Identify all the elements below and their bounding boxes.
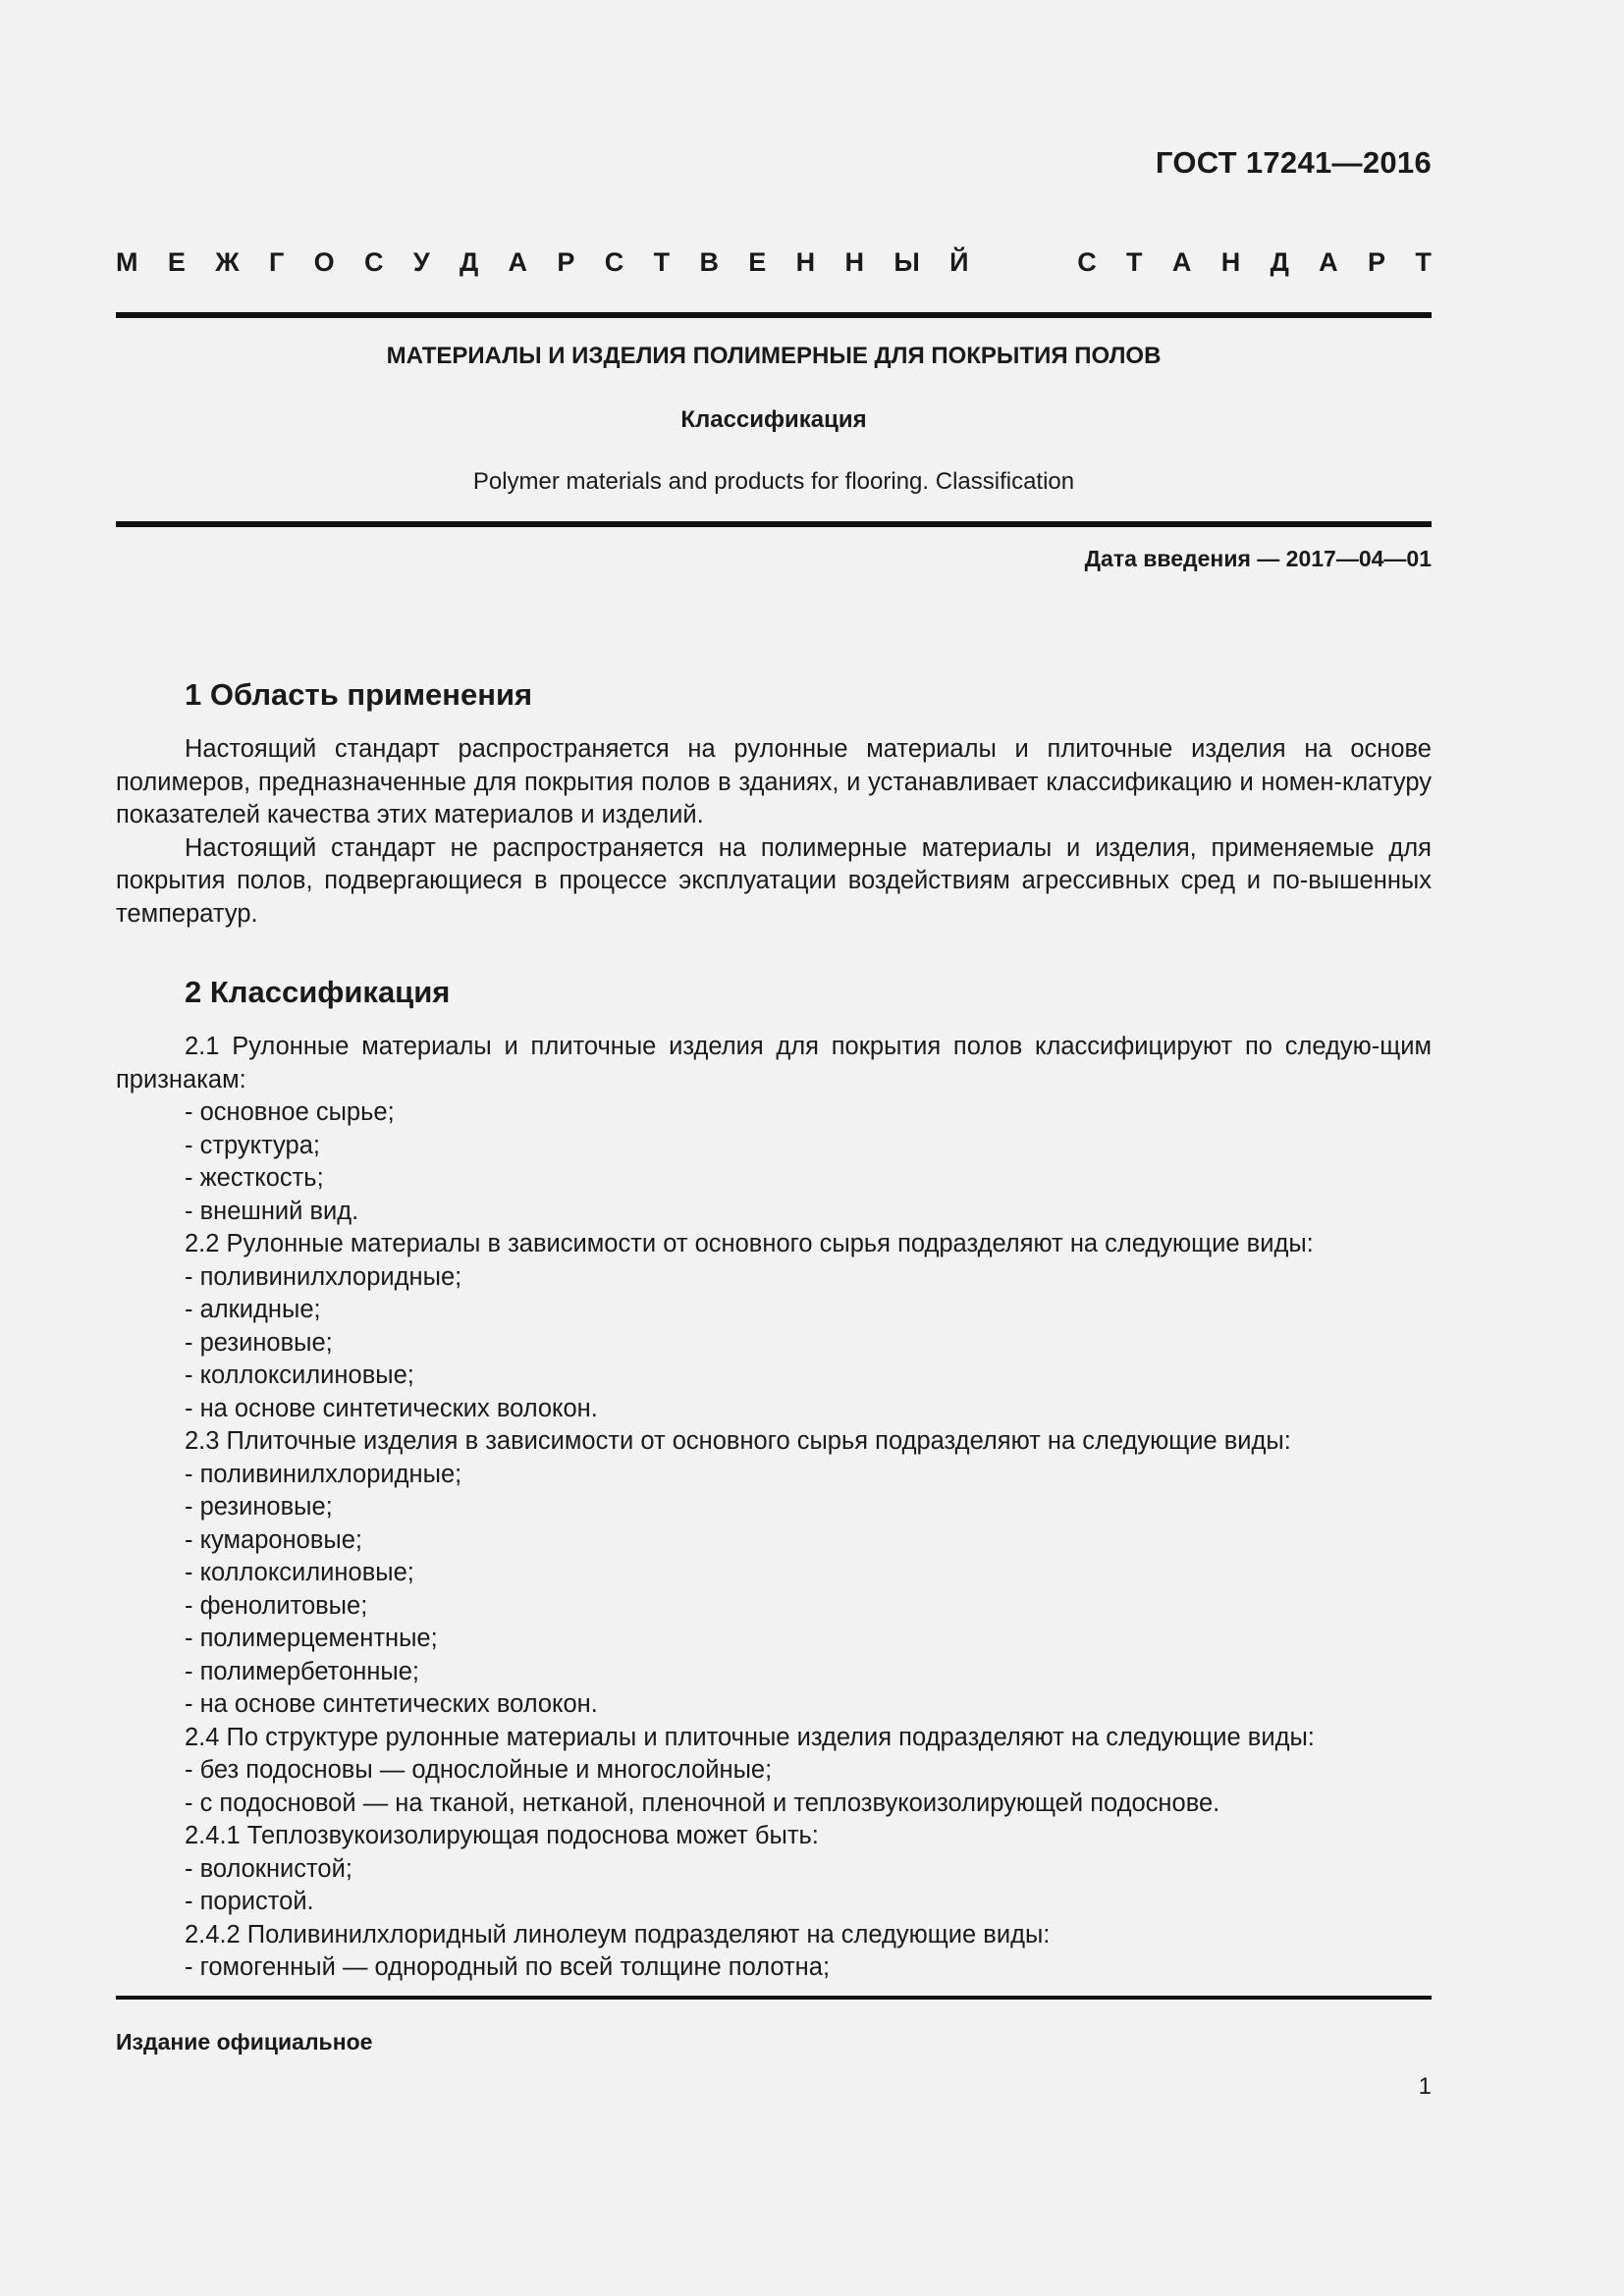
doc-type-letter: Е [748, 247, 767, 277]
document-type [116, 247, 1432, 278]
doc-type-letter: Е [167, 247, 186, 277]
official-edition-label: Издание официальное [116, 2029, 373, 2055]
list-item: - внешний вид. [185, 1197, 359, 1225]
doc-type-letter: Ы [893, 247, 920, 277]
document-title: МАТЕРИАЛЫ И ИЗДЕЛИЯ ПОЛИМЕРНЫЕ ДЛЯ ПОКРЫТИЯ ПОЛОВ [386, 343, 1162, 369]
section-scope [116, 675, 1432, 931]
doc-type-letter: Ж [215, 247, 240, 277]
doc-type-letter: В [699, 247, 719, 277]
list-item: - коллоксилиновые; [185, 1559, 414, 1586]
list-item: - основное сырье; [185, 1098, 395, 1126]
doc-type-letter: А [1171, 247, 1192, 277]
section-heading: 2 Классификация [185, 975, 451, 1009]
list-item: - гомогенный — однородный по всей толщине полотна; [185, 1953, 831, 1981]
footer-divider [116, 1996, 1432, 2000]
list-item: - кумароновые; [185, 1525, 362, 1554]
document-page [116, 0, 1432, 2296]
document-number: ГОСТ 17241—2016 [1155, 145, 1432, 180]
doc-type-letter: У [412, 247, 430, 277]
list-item: - волокнистой; [185, 1854, 352, 1883]
list-item: - резиновые; [185, 1493, 333, 1521]
doc-type-letter: А [508, 247, 528, 277]
section-classification [116, 973, 1432, 1985]
clause: 2.3 Плиточные изделия в зависимости от основного сырья подразделяют на следующие виды: [185, 1427, 1291, 1455]
clause: 2.4 По структуре рулонные материалы и плиточные изделия подразделяют на следующие виды: [185, 1723, 1315, 1751]
list-item: - резиновые; [185, 1328, 333, 1357]
list-item: - на основе синтетических волокон. [185, 1690, 598, 1718]
clause: 2.2 Рулонные материалы в зависимости от основного сырья подразделяют на следующие виды: [185, 1230, 1314, 1257]
title-divider [116, 521, 1432, 527]
list-item: - пористой. [185, 1888, 314, 1915]
list-item: - полимербетонные; [185, 1657, 420, 1685]
list-item: - поливинилхлоридные; [185, 1460, 462, 1488]
doc-type-letter: Й [949, 247, 969, 277]
doc-type-letter: С [363, 247, 384, 277]
list-item: - с подосновой — на тканой, нетканой, пленочной и теплозвукоизолирующей подоснове. [185, 1789, 1220, 1817]
doc-type-letter: Т [1126, 247, 1143, 277]
document-subtitle: Классификация [680, 406, 867, 433]
clause: 2.1 Рулонные материалы и плиточные изделия для покрытия полов классифицируют по следую-щим признакам: [116, 1033, 1432, 1094]
english-title: Polymer materials and products for flooring. Classification [472, 468, 1075, 495]
list-item: - жесткость; [185, 1164, 324, 1192]
doc-type-letter: Р [1368, 247, 1386, 277]
doc-type-letter: Т [653, 247, 671, 277]
clause: 2.4.1 Теплозвукоизолирующая подоснова может быть: [185, 1822, 819, 1849]
doc-type-letter: Д [1270, 247, 1289, 277]
list-item: - без подосновы — однослойные и многослойные; [185, 1756, 773, 1784]
word-gap [999, 247, 1048, 278]
list-item: - на основе синтетических волокон. [185, 1394, 598, 1422]
doc-type-letter: Н [1220, 247, 1241, 277]
doc-type-letter: С [1077, 247, 1097, 277]
paragraph: Настоящий стандарт не распространяется на полимерные материалы и изделия, применяемые для покрытия полов, подвергающиеся в процессе эксплуатации воздействиям агрессивных сред и по-вышенных температур. [116, 833, 1432, 928]
doc-type-letter: Н [795, 247, 816, 277]
doc-type-letter: Р [557, 247, 575, 277]
doc-type-letter: О [313, 247, 335, 277]
doc-type-letter: Д [459, 247, 479, 277]
clause: 2.4.2 Поливинилхлоридный линолеум подразделяют на следующие виды: [185, 1920, 1051, 1949]
section-heading: 1 Область применения [185, 677, 533, 712]
doc-type-letter: Т [1415, 247, 1432, 277]
doc-type-letter: М [116, 247, 138, 277]
page-number: 1 [1418, 2073, 1432, 2100]
list-item: - полимерцементные; [185, 1625, 438, 1652]
introduction-date: Дата введения — 2017—04—01 [1084, 546, 1432, 571]
doc-type-letter: А [1319, 247, 1338, 277]
list-item: - поливинилхлоридные; [185, 1262, 462, 1291]
list-item: - фенолитовые; [185, 1591, 368, 1620]
top-divider [116, 312, 1432, 318]
doc-type-letter: Н [844, 247, 864, 277]
paragraph: Настоящий стандарт распространяется на рулонные материалы и плиточные изделия на основе полимеров, предназначенные для покрытия полов в зданиях, и устанавливает классификацию и номен-клатуру показателей качества этих материалов и изделий. [116, 735, 1432, 828]
doc-type-letter: Г [268, 247, 285, 277]
list-item: - структура; [185, 1131, 320, 1159]
list-item: - коллоксилиновые; [185, 1362, 414, 1389]
doc-type-letter: С [604, 247, 624, 277]
list-item: - алкидные; [185, 1296, 321, 1323]
